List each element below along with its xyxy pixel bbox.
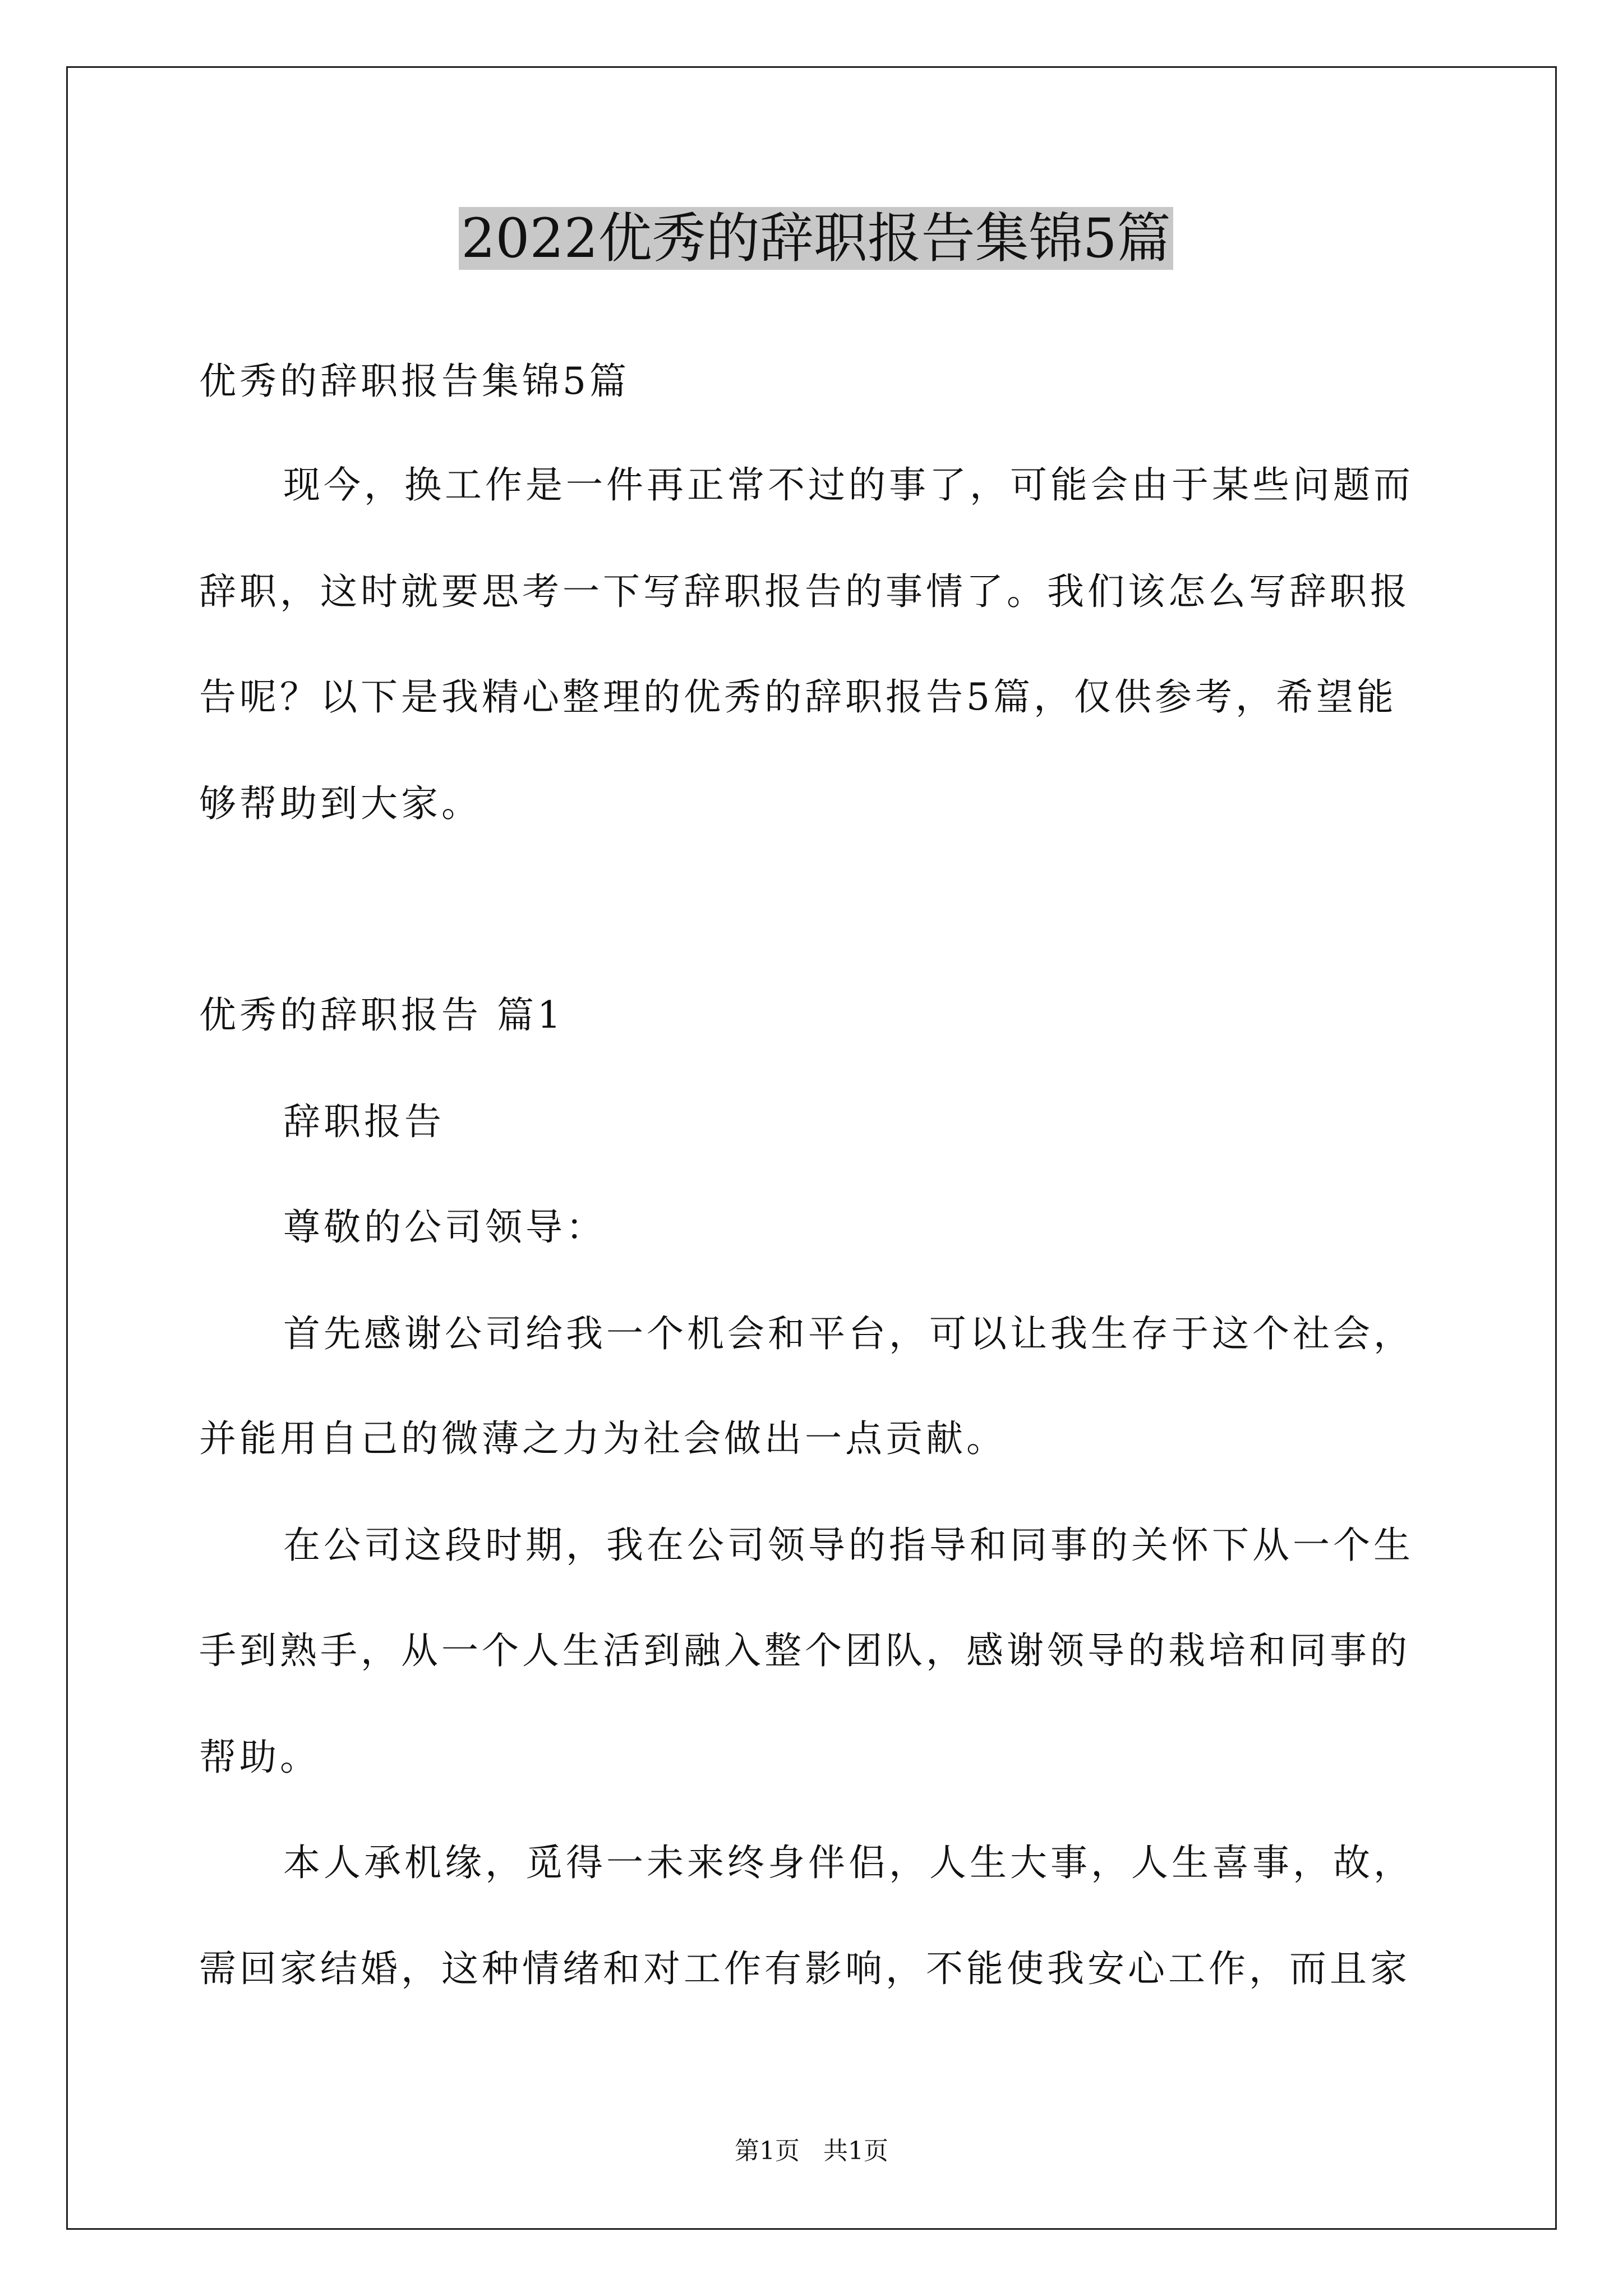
letter-paragraph-line: 需回家结婚，这种情绪和对工作有影响，不能使我安心工作，而且家 [199, 1947, 1410, 1990]
letter-paragraph-line: 并能用自己的微薄之力为社会做出一点贡献。 [199, 1417, 1007, 1460]
intro-paragraph-line: 告呢？以下是我精心整理的优秀的辞职报告5篇，仅供参考，希望能 [199, 675, 1397, 719]
letter-paragraph-line: 本人承机缘，觅得一未来终身伴侣，人生大事，人生喜事，故， [283, 1841, 1414, 1884]
intro-paragraph-line: 够帮助到大家。 [199, 782, 482, 825]
letter-paragraph-line: 在公司这段时期，我在公司领导的指导和同事的关怀下从一个生 [283, 1524, 1414, 1567]
letter-heading: 辞职报告 [283, 1100, 445, 1143]
intro-paragraph-line: 现今，换工作是一件再正常不过的事了，可能会由于某些问题而 [283, 463, 1414, 507]
subtitle-line: 优秀的辞职报告集锦5篇 [199, 360, 630, 403]
letter-paragraph-line: 首先感谢公司给我一个机会和平台，可以让我生存于这个社会， [283, 1312, 1414, 1355]
document-title-text: 2022优秀的辞职报告集锦5篇 [459, 207, 1173, 270]
intro-paragraph-line: 辞职，这时就要思考一下写辞职报告的事情了。我们该怎么写辞职报 [199, 570, 1410, 613]
letter-paragraph-line: 帮助。 [199, 1736, 320, 1779]
document-title [199, 202, 1433, 275]
page-footer: 第1页 共1页 [735, 2137, 888, 2165]
section-heading: 优秀的辞职报告 篇1 [199, 993, 564, 1037]
letter-paragraph-line: 手到熟手，从一个人生活到融入整个团队，感谢领导的栽培和同事的 [199, 1629, 1410, 1672]
letter-salutation: 尊敬的公司领导： [283, 1205, 606, 1249]
